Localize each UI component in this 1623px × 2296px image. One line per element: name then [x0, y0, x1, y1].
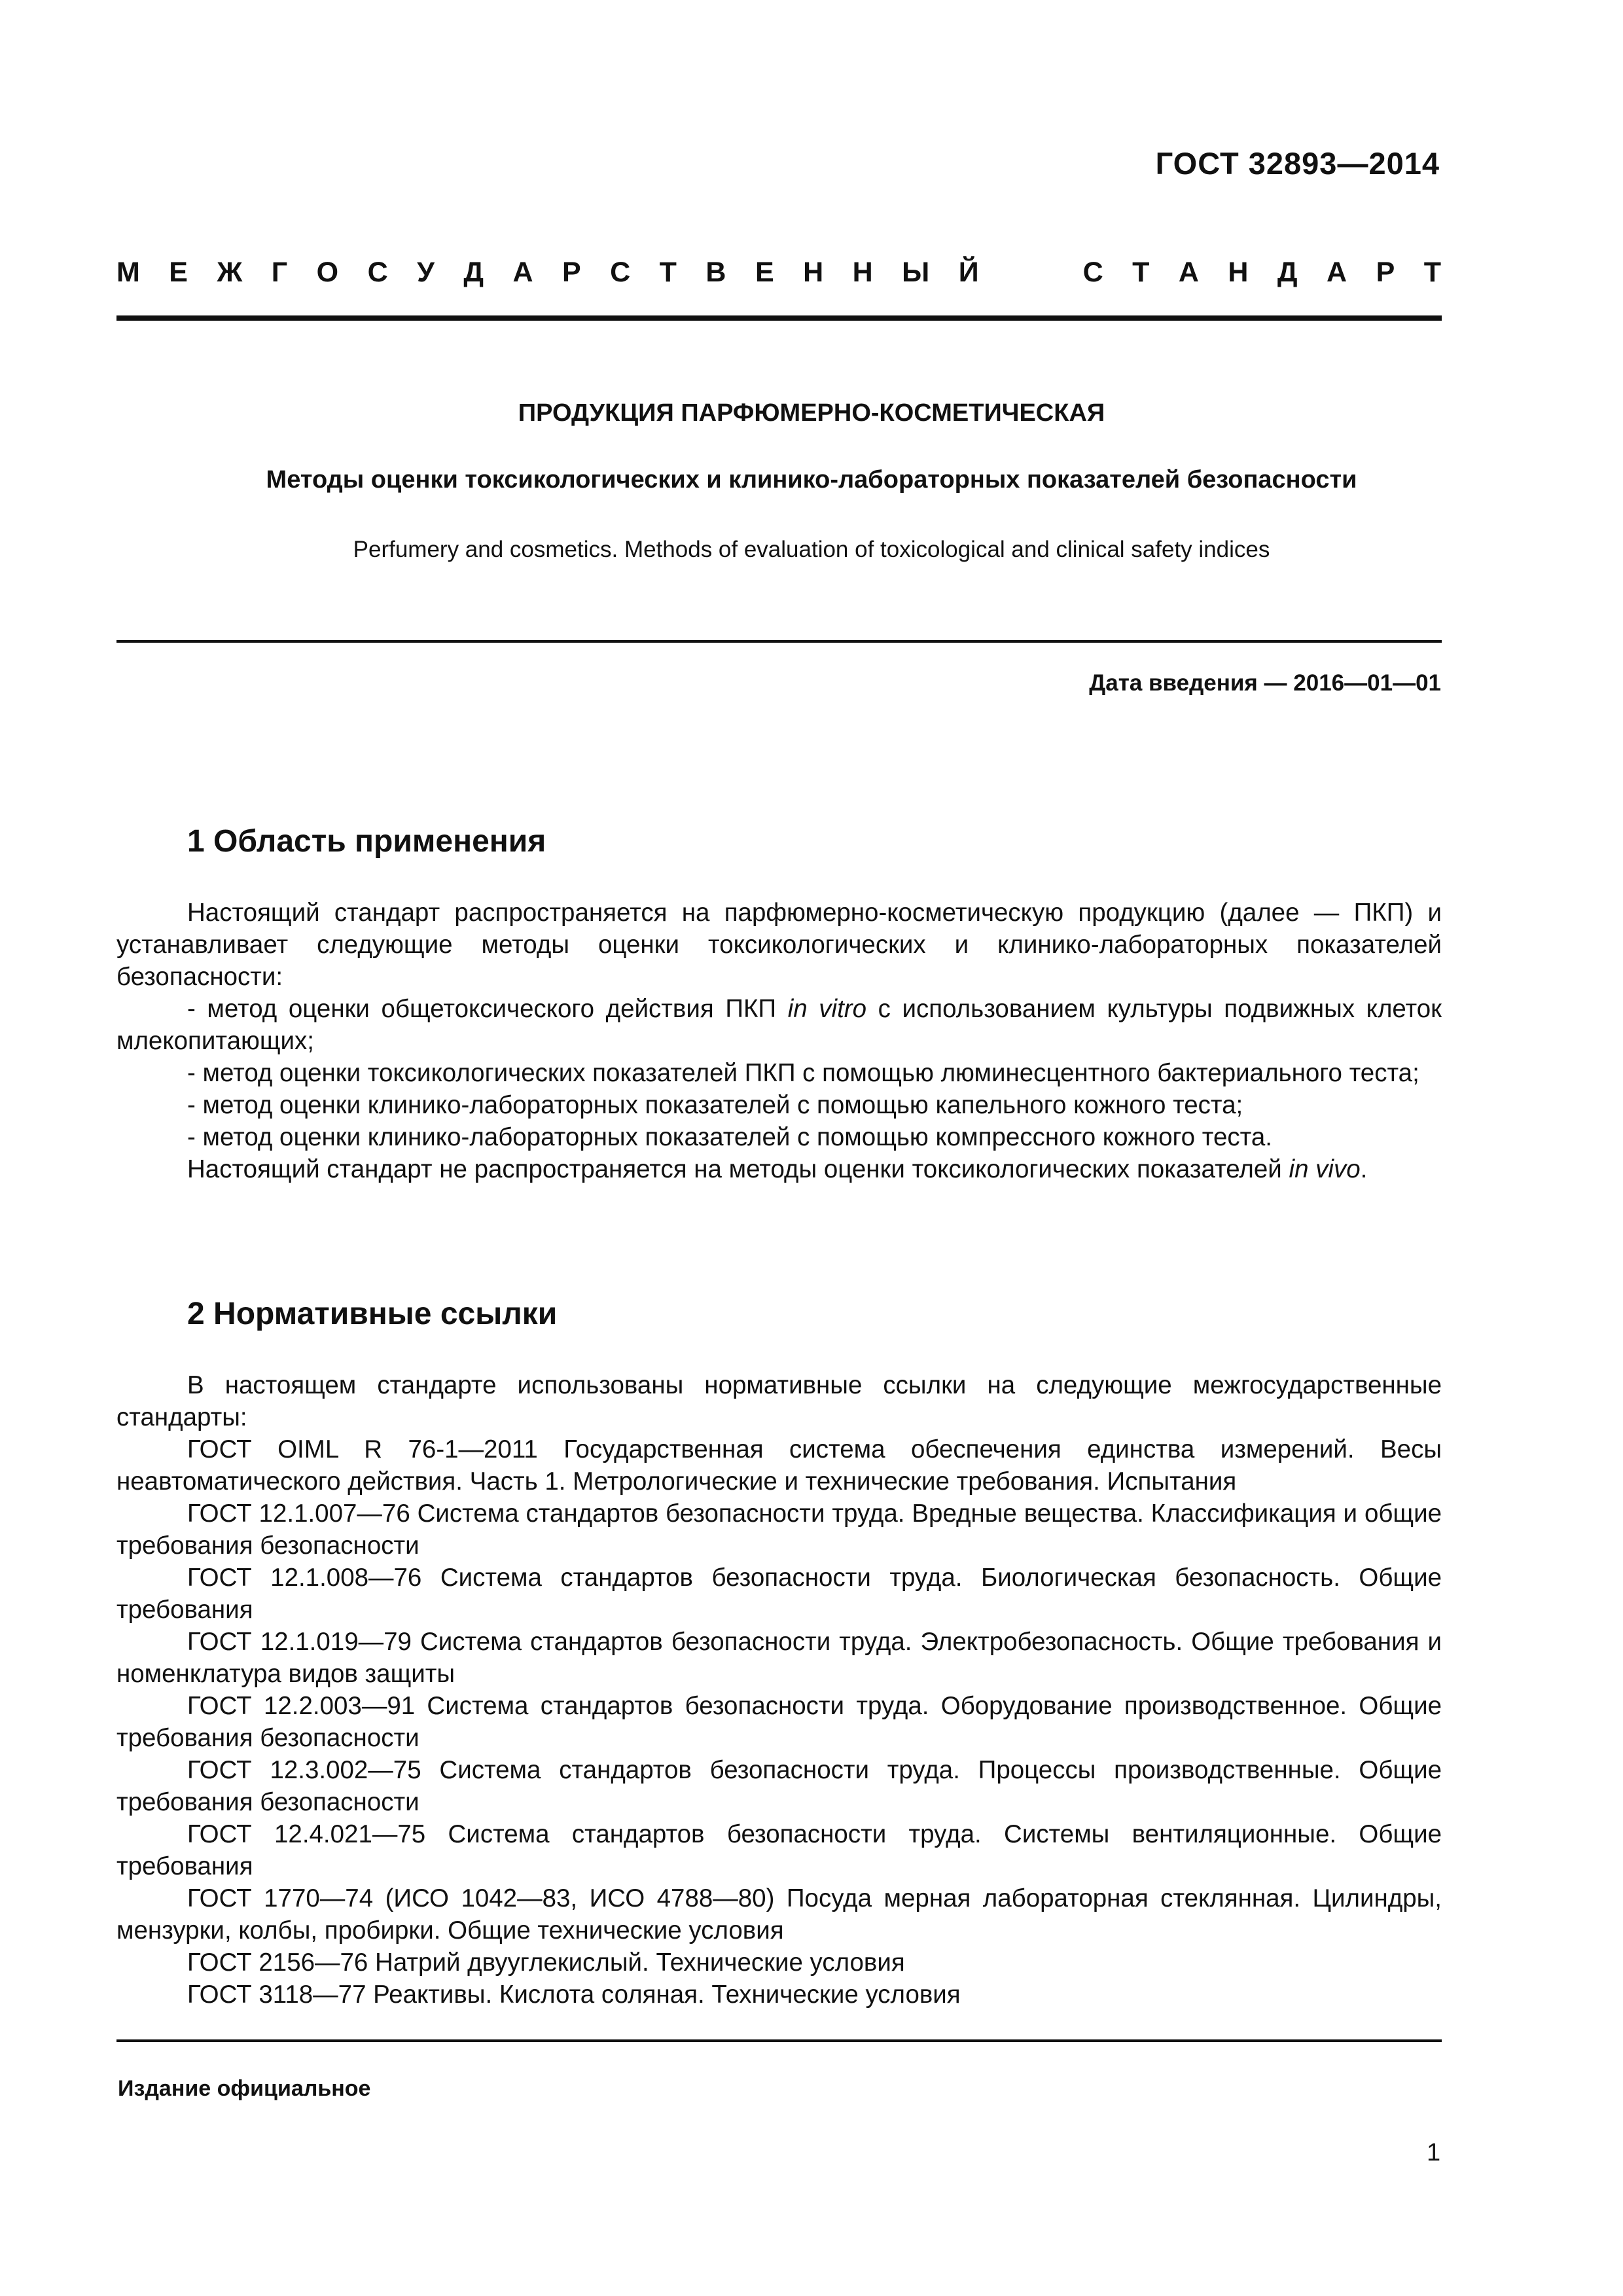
banner-word-gap	[1008, 257, 1054, 289]
header-rule	[116, 315, 1442, 321]
banner-letter: Р	[1376, 257, 1395, 288]
standard-type-banner	[116, 257, 1441, 289]
banner-letter: А	[1178, 257, 1199, 288]
reference-item: ГОСТ 3118—77 Реактивы. Кислота соляная. Технические условия	[187, 1981, 961, 2009]
page-number: 1	[1427, 2139, 1441, 2166]
banner-letter: Е	[169, 257, 188, 288]
banner-letter: Н	[1228, 257, 1249, 288]
banner-letter: О	[316, 257, 339, 288]
reference-item: ГОСТ 2156—76 Натрий двууглекислый. Технические условия	[187, 1948, 905, 1977]
list-item: - метод оценки токсикологических показателей ПКП с помощью люминесцентного бактериального теста;	[187, 1059, 1419, 1087]
introduction-date: Дата введения — 2016—01—01	[1089, 670, 1441, 696]
document-subtitle: Методы оценки токсикологических и клинико-лабораторных показателей безопасности	[266, 466, 1357, 493]
title-rule	[116, 640, 1442, 643]
document-title-english: Perfumery and cosmetics. Methods of evaluation of toxicological and clinical safety indices	[353, 537, 1270, 562]
banner-letter: А	[512, 257, 533, 288]
section-1-paragraph: Настоящий стандарт распространяется на парфюмерно-косметическую продукцию (далее — ПКП) и устанавливает следующие методы оценки токсикологических и клинико-лабораторных показателей безопасности:	[116, 899, 1442, 991]
reference-item: ГОСТ 1770—74 (ИСО 1042—83, ИСО 4788—80) Посуда мерная лабораторная стеклянная. Цилиндры, мензурки, колбы, пробирки. Общие технические условия	[116, 1884, 1442, 1945]
banner-letter: Н	[852, 257, 873, 288]
document-number: ГОСТ 32893—2014	[1155, 146, 1440, 181]
section-2-intro: В настоящем стандарте использованы нормативные ссылки на следующие межгосударственные стандарты:	[116, 1371, 1442, 1431]
reference-item: ГОСТ 12.1.007—76 Система стандартов безопасности труда. Вредные вещества. Классификация и общие требования безопасности	[116, 1499, 1442, 1560]
footer-rule	[116, 2039, 1442, 2042]
banner-letter: С	[1082, 257, 1103, 288]
reference-item: ГОСТ 12.1.008—76 Система стандартов безопасности труда. Биологическая безопасность. Общие требования	[116, 1564, 1442, 1624]
banner-letter: Р	[562, 257, 581, 288]
section-1-paragraph: Настоящий стандарт не распространяется на методы оценки токсикологических показателей in vivo.	[187, 1155, 1368, 1183]
banner-letter: Т	[659, 257, 677, 288]
banner-letter: Д	[463, 257, 484, 288]
banner-letter: Д	[1277, 257, 1298, 288]
banner-letter: Ж	[217, 257, 243, 288]
list-item: - метод оценки клинико-лабораторных показателей с помощью капельного кожного теста;	[187, 1091, 1243, 1119]
section-2-body	[116, 1369, 1442, 2011]
banner-letter: Е	[755, 257, 774, 288]
document-title: ПРОДУКЦИЯ ПАРФЮМЕРНО-КОСМЕТИЧЕСКАЯ	[518, 399, 1105, 427]
reference-item: ГОСТ 12.3.002—75 Система стандартов безопасности труда. Процессы производственные. Общие требования безопасности	[116, 1756, 1442, 1816]
banner-letter: С	[610, 257, 631, 288]
banner-letter: Т	[1132, 257, 1150, 288]
banner-letter: А	[1327, 257, 1347, 288]
banner-letter: С	[367, 257, 388, 288]
section-1-heading: 1 Область применения	[187, 824, 546, 859]
banner-letter: Ы	[902, 257, 930, 288]
section-1-body	[116, 897, 1442, 1185]
banner-letter: Т	[1423, 257, 1441, 288]
list-item: - метод оценки общетоксического действия ПКП in vitro с использованием культуры подвижных клеток млекопитающих;	[116, 995, 1442, 1055]
section-2-heading: 2 Нормативные ссылки	[187, 1297, 558, 1331]
edition-label: Издание официальное	[118, 2076, 371, 2101]
reference-item: ГОСТ 12.1.019—79 Система стандартов безопасности труда. Электробезопасность. Общие требования и номенклатура видов защиты	[116, 1628, 1442, 1688]
banner-letter: Й	[958, 257, 979, 288]
list-item: - метод оценки клинико-лабораторных показателей с помощью компрессного кожного теста.	[187, 1123, 1272, 1151]
reference-item: ГОСТ 12.4.021—75 Система стандартов безопасности труда. Системы вентиляционные. Общие требования	[116, 1820, 1442, 1880]
banner-letter: В	[705, 257, 726, 288]
banner-letter: Н	[803, 257, 824, 288]
banner-letter: М	[116, 257, 140, 288]
reference-item: ГОСТ OIML R 76-1—2011 Государственная система обеспечения единства измерений. Весы неавтоматического действия. Часть 1. Метрологические и технические требования. Испытания	[116, 1435, 1442, 1496]
banner-letter: Г	[271, 257, 288, 288]
reference-item: ГОСТ 12.2.003—91 Система стандартов безопасности труда. Оборудование производственное. Общие требования безопасности	[116, 1692, 1442, 1752]
banner-letter: У	[417, 257, 435, 288]
